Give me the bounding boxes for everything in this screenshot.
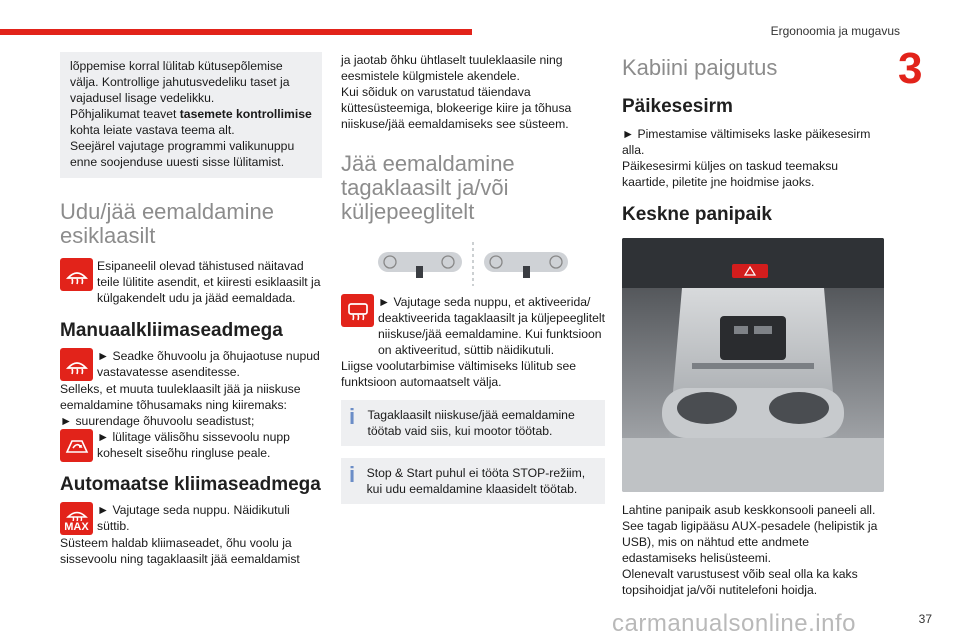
auto-heading: Automaatse kliimaseadmega	[60, 474, 321, 495]
front-defrost-icon	[60, 258, 93, 291]
center-storage-heading: Keskne panipaik	[622, 204, 772, 225]
defrost-text: Esipaneelil olevad tähistused näitavad teile lülitite asendit, et kiiresti esiklaasilt ja külgakendelt udu ja jääd eemaldada.	[97, 259, 321, 305]
rear-step: ► Vajutage seda nuppu, et aktiveerida/ deaktiveerida tagaklaasilt ja küljepeeglitelt niiskuse/jää eemaldamine. Kui funktsioon on aktiveeritud, süttib näidikutuli.	[378, 295, 605, 357]
header-accent-bar	[0, 29, 472, 35]
column-3	[622, 52, 886, 598]
manual-text: Selleks, et muuta tuuleklaasilt jää ja niiskuse eemaldamine tõhusamaks ning kiiremaks:	[60, 382, 301, 412]
center-text-2: See tagab ligipääsu AUX-pesadele (helipistik ja USB), mis on nähtud ette andmete edastamiseks helisüsteemi.	[622, 519, 878, 565]
center-console-photo	[622, 238, 884, 492]
manual-step-3: ► lülitage välisõhu sissevoolu nupp koheselt siseõhu ringluse peale.	[97, 430, 290, 460]
continued-text: ja jaotab õhku ühtlaselt tuuleklaasile ning eesmistele külgmistele akendele. Kui sõiduk on varustatud täiendava küttesüsteemiga, blokeerige kiire ja tõhusa niiskuse/jää eemaldamiseks see süsteem.	[341, 53, 572, 131]
info-icon: i	[349, 404, 356, 429]
rear-text: Liigse voolutarbimise vältimiseks lülitub see funktsioon automaatselt välja.	[341, 359, 577, 389]
box-paragraph: Seejärel vajutage programmi valikunuppu enne soojenduse uuesti sisse lülitamist.	[70, 139, 295, 169]
continued-box	[60, 52, 322, 178]
front-defrost-icon	[60, 348, 93, 381]
mirror-illustration	[368, 242, 578, 286]
recirc-row	[60, 429, 322, 462]
manual-step-2: ► suurendage õhuvoolu seadistust;	[60, 414, 255, 428]
max-label: MAX	[64, 521, 89, 533]
defrost-row	[60, 258, 322, 306]
manual-heading: Manuaalkliimaseadmega	[60, 320, 283, 341]
rear-defrost-heading: Jää eemaldamine tagaklaasilt ja/või küljepeeglitelt	[341, 151, 515, 224]
note-text: Tagaklaasilt niiskuse/jää eemaldamine töötab vaid siis, kui mootor töötab.	[367, 408, 575, 438]
auto-step: ► Vajutage seda nuppu. Näidikutuli süttib.	[97, 503, 290, 533]
center-text-1: Lahtine panipaik asub keskkonsooli paneeli all.	[622, 503, 876, 517]
page-number: 37	[918, 612, 932, 626]
rear-defrost-row	[341, 294, 605, 358]
watermark: carmanualsonline.info	[612, 610, 856, 637]
cabin-heading: Kabiini paigutus	[622, 55, 778, 80]
note-text: Stop & Start puhul ei tööta STOP-režiim, kui udu eemaldamine klaasidelt töötab.	[366, 466, 586, 496]
manual-row	[60, 348, 322, 381]
center-text-3: Olenevalt varustusest võib seal olla ka kaks topsihoidjat ja/või nutitelefoni hoidja.	[622, 567, 858, 597]
defrost-heading: Udu/jää eemaldamine esiklaasilt	[60, 199, 275, 248]
recirculation-icon	[60, 429, 93, 462]
rear-defrost-icon	[341, 294, 374, 327]
max-defrost-icon	[60, 502, 93, 535]
column-1	[60, 52, 322, 567]
info-icon: i	[349, 462, 356, 487]
sunvisor-heading: Päikesesirm	[622, 96, 733, 117]
box-paragraph: Põhjalikumat teavet tasemete kontrollimise kohta leiate vastava teema alt.	[70, 107, 312, 137]
note-engine	[341, 400, 605, 446]
sunvisor-text: Päikesesirmi küljes on taskud teemaksu kaartide, piletite jne hoidmise jaoks.	[622, 159, 839, 189]
note-stopstart	[341, 458, 605, 504]
link-tasemete: tasemete kontrollimise	[179, 107, 312, 121]
chapter-number: 3	[898, 44, 923, 93]
auto-row	[60, 502, 322, 535]
sunvisor-step: ► Pimestamise vältimiseks laske päikesesirm alla.	[622, 127, 871, 157]
auto-text: Süsteem haldab kliimaseadet, õhu voolu ja sissevoolu ning tagaklaasilt jää eemaldamist	[60, 536, 300, 566]
section-title: Ergonoomia ja mugavus	[770, 24, 900, 38]
manual-step-1: ► Seadke õhuvoolu ja õhujaotuse nupud vastavatesse asenditesse.	[97, 349, 320, 379]
box-paragraph: lõppemise korral lülitab kütusepõlemise välja. Kontrollige jahutusvedeliku taset ja vajadusel lisage vedelikku.	[70, 59, 290, 105]
column-2	[341, 52, 605, 504]
